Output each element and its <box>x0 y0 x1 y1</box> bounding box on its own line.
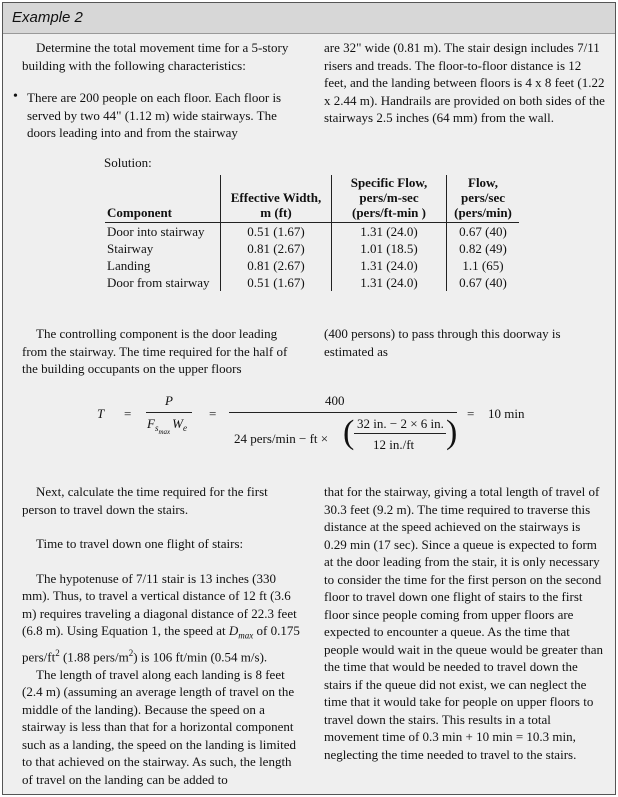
controlling-right-text: (400 persons) to pass through this doorway is estimated as <box>324 326 561 359</box>
eq-inner-denominator: 12 in./ft <box>373 437 415 452</box>
table-row <box>105 257 519 274</box>
table-header-row <box>105 175 519 223</box>
eq-frac2-bar <box>229 412 457 413</box>
table-cell: 0.81 (2.67) <box>221 257 332 274</box>
body-left-column <box>22 483 304 788</box>
table-cell: 1.31 (24.0) <box>332 274 447 291</box>
example-box <box>2 2 616 795</box>
table-cell: 0.51 (1.67) <box>221 274 332 291</box>
table-cell: 1.31 (24.0) <box>332 257 447 274</box>
table-cell: 0.67 (40) <box>447 274 520 291</box>
eq-lhs: T <box>97 406 105 421</box>
table-cell: Door from stairway <box>107 275 210 290</box>
table-header: Flow, pers/sec (pers/min) <box>447 175 520 223</box>
body-left-p1: Next, calculate the time required for the first person to travel down the stairs. <box>22 484 268 517</box>
table-cell: Stairway <box>107 241 154 256</box>
eq-inner-bar <box>354 433 446 434</box>
table-row <box>105 274 519 291</box>
body-left-p4: The length of travel along each landing is 8 feet (2.4 m) (assuming an average length of travel on the middle of the landing). Because the speed on a stairway is less than that for a horizontal component such as a landing, the speed on the landing is limited to that achieved on the stairway. As such, the length of travel on the landing can be added to <box>22 666 297 787</box>
table-cell: 1.1 (65) <box>447 257 520 274</box>
eq-right-paren: ) <box>446 414 458 451</box>
bullet-glyph: • <box>13 89 18 104</box>
table-header: Specific Flow, pers/m-sec (pers/ft-min ) <box>332 175 447 223</box>
body-left-p3: The hypotenuse of 7/11 stair is 13 inches (330 mm). Thus, to travel a vertical distance of 12 ft (3.6 m) requires traveling a diagonal distance of 22.3 feet (6.8 m). Using Equation 1, the speed at $D_{max}$ of 0.175 pers/$ft^2$ (1.88 pers/$m^2$) is 106 ft/min (0.54 m/s). <box>22 570 300 665</box>
eq-frac1-denominator: $F_{smax}W_e$ <box>147 416 187 436</box>
bullet-item <box>27 89 289 142</box>
body-left-p2: Time to travel down one flight of stairs: <box>36 536 244 551</box>
flow-table <box>105 175 519 291</box>
controlling-left-text: The controlling component is the door leading from the stairway. The time required for the half of the building occupants on the upper floors <box>22 326 288 376</box>
table-cell: Door into stairway <box>107 224 205 239</box>
body-right-column <box>324 483 606 763</box>
table-cell: 0.51 (1.67) <box>221 223 332 241</box>
table-cell: 0.67 (40) <box>447 223 520 241</box>
eq-frac2-denominator-left: 24 pers/min − ft × <box>234 431 329 446</box>
eq-sign-3: = <box>467 406 475 421</box>
eq-frac1-numerator: P <box>165 393 173 408</box>
example-header <box>3 3 615 34</box>
intro-right-text: are 32" wide (0.81 m). The stair design includes 7/11 risers and treads. The floor-to-floor distance is 12 feet, and the landing between floors is 4 x 8 feet (1.22 x 2.44 m). Handrails are provided on both sides of the stairways 2.5 inches (64 mm) from the wall. <box>324 40 605 125</box>
table-cell: 1.01 (18.5) <box>332 240 447 257</box>
table-cell: 0.82 (49) <box>447 240 520 257</box>
table-header: Effective Width, m (ft) <box>221 175 332 223</box>
solution-label: Solution: <box>104 155 152 170</box>
intro-left-column <box>22 39 304 74</box>
table-row <box>105 240 519 257</box>
eq-frac1-bar <box>146 412 192 413</box>
eq-left-paren: ( <box>343 414 355 451</box>
eq-sign-2: = <box>209 406 217 421</box>
controlling-right <box>324 325 606 360</box>
bullet-text: There are 200 people on each floor. Each floor is served by two 44" (1.12 m) wide stairways. The doors leading into and from the stairway <box>27 90 282 140</box>
intro-paragraph: Determine the total movement time for a 5-story building with the following characteristics: <box>22 40 289 73</box>
example-title: Example 2 <box>12 9 83 26</box>
eq-inner-numerator: 32 in. − 2 × 6 in. <box>357 416 444 431</box>
table-row <box>105 223 519 241</box>
eq-result: 10 min <box>488 406 525 421</box>
table-cell: 0.81 (2.67) <box>221 240 332 257</box>
table-cell: 1.31 (24.0) <box>332 223 447 241</box>
table-header: Component <box>107 205 173 220</box>
table-cell: Landing <box>107 258 151 273</box>
intro-right-column <box>324 39 606 127</box>
eq-sign-1: = <box>124 406 132 421</box>
controlling-left <box>22 325 304 378</box>
eq-frac2-numerator: 400 <box>325 393 345 408</box>
body-right-p1: that for the stairway, giving a total length of travel of 30.3 feet (9.2 m). The time required to traverse this distance at the speed achieved on the stairways is 0.29 min (17 sec). Since a queue is expected to form at the door leading from the stair, it is only necessary to consider the time for the first person on the second floor to travel down one flight of stairs to the first floor since people coming from upper floors are expected to encounter a queue. As the time that people would wait in the queue would be greater than the time that would be needed to travel down the stairs if the queue did not exist, we can neglect the time that it would take for people on upper floors to travel down the stairs. This results in a total movement time of 0.3 min + 10 min = 10.3 min, neglecting the time needed to travel to the stairs. <box>324 484 604 762</box>
